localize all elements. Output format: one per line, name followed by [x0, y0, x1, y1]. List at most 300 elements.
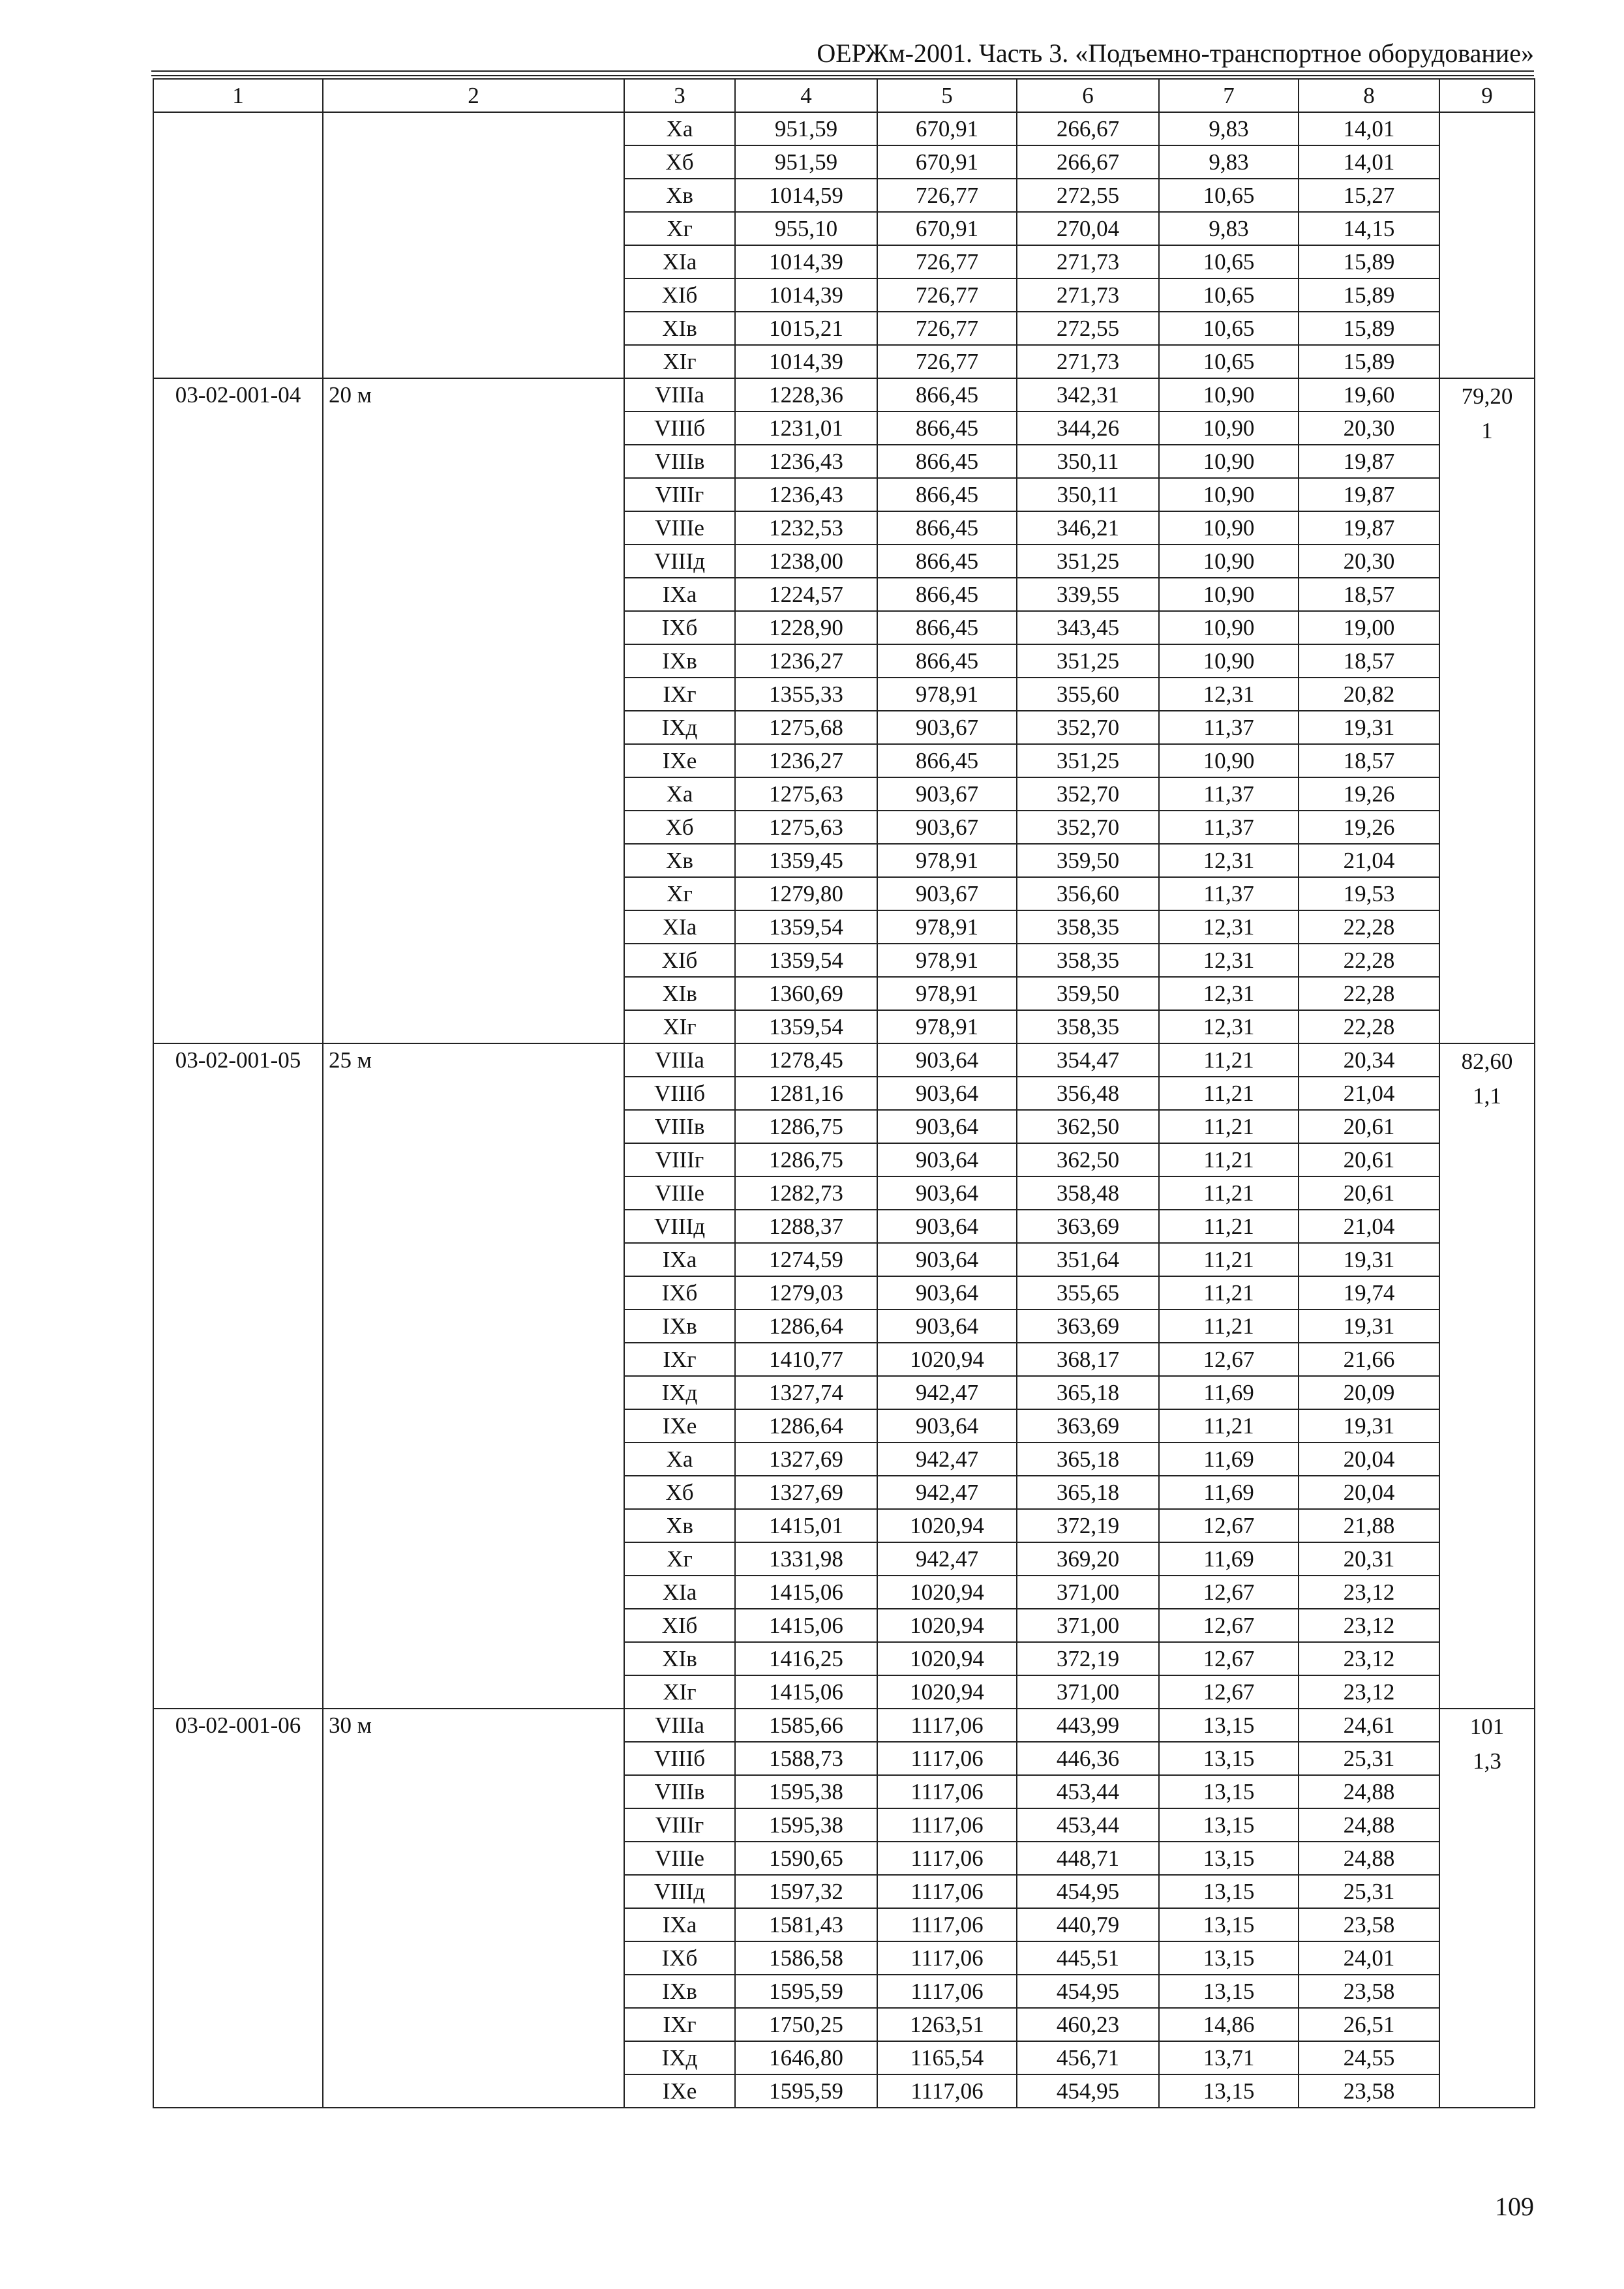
machine-cost-cell: 271,73: [1017, 278, 1159, 312]
total-cost-cell: 1327,69: [735, 1443, 877, 1476]
total-cost-cell: 955,10: [735, 212, 877, 245]
materials-cell: 26,51: [1299, 2008, 1439, 2041]
total-cost-cell: 1228,90: [735, 611, 877, 644]
labor-cell: 10,90: [1159, 378, 1299, 411]
materials-cell: 20,61: [1299, 1110, 1439, 1143]
span-length-cell: 30 м: [323, 1709, 624, 2108]
type-cell: VIIIa: [624, 1043, 735, 1077]
materials-cell: 23,58: [1299, 1975, 1439, 2008]
materials-cell: 24,55: [1299, 2041, 1439, 2074]
materials-cell: 24,61: [1299, 1709, 1439, 1742]
total-cost-cell: 1238,00: [735, 545, 877, 578]
machine-cost-cell: 371,00: [1017, 1609, 1159, 1642]
type-cell: Xб: [624, 145, 735, 179]
column-number: 5: [877, 79, 1017, 112]
labor-cell: 12,67: [1159, 1343, 1299, 1376]
machine-cost-cell: 272,55: [1017, 312, 1159, 345]
column-number: 1: [153, 79, 323, 112]
labor-cell: 13,15: [1159, 1875, 1299, 1908]
column-9-value: 79,20: [1461, 383, 1513, 409]
materials-cell: 18,57: [1299, 578, 1439, 611]
type-cell: XIг: [624, 1675, 735, 1709]
type-cell: VIIIe: [624, 511, 735, 545]
labor-cell: 11,21: [1159, 1409, 1299, 1443]
total-cost-cell: 1595,59: [735, 1975, 877, 2008]
machine-cost-cell: 445,51: [1017, 1941, 1159, 1975]
machine-cost-cell: 362,50: [1017, 1143, 1159, 1176]
wage-cell: 1117,06: [877, 1709, 1017, 1742]
total-cost-cell: 1595,59: [735, 2074, 877, 2108]
type-cell: XIб: [624, 1609, 735, 1642]
column-9-value: 101: [1469, 1714, 1505, 1739]
materials-cell: 20,09: [1299, 1376, 1439, 1409]
machine-cost-cell: 453,44: [1017, 1775, 1159, 1808]
wage-cell: 903,64: [877, 1143, 1017, 1176]
column-9-value: 82,60: [1461, 1049, 1513, 1074]
machine-cost-cell: 362,50: [1017, 1110, 1159, 1143]
type-cell: VIIIд: [624, 1210, 735, 1243]
total-cost-cell: 1279,80: [735, 877, 877, 910]
materials-cell: 19,31: [1299, 1243, 1439, 1276]
machine-cost-cell: 363,69: [1017, 1309, 1159, 1343]
labor-cell: 12,67: [1159, 1576, 1299, 1609]
materials-cell: 14,01: [1299, 145, 1439, 179]
wage-cell: 866,45: [877, 378, 1017, 411]
total-cost-cell: 1359,54: [735, 910, 877, 944]
machine-cost-cell: 352,70: [1017, 811, 1159, 844]
materials-cell: 18,57: [1299, 644, 1439, 678]
labor-cell: 11,21: [1159, 1043, 1299, 1077]
type-cell: Xг: [624, 877, 735, 910]
column-number-row: [153, 79, 1535, 112]
type-cell: VIIIг: [624, 1808, 735, 1842]
wage-cell: 866,45: [877, 744, 1017, 777]
total-cost-cell: 1281,16: [735, 1077, 877, 1110]
wage-cell: 726,77: [877, 179, 1017, 212]
type-cell: VIIIб: [624, 1742, 735, 1775]
total-cost-cell: 1360,69: [735, 977, 877, 1010]
wage-cell: 670,91: [877, 212, 1017, 245]
materials-cell: 20,30: [1299, 545, 1439, 578]
labor-cell: 10,90: [1159, 644, 1299, 678]
materials-cell: 20,61: [1299, 1176, 1439, 1210]
machine-cost-cell: 339,55: [1017, 578, 1159, 611]
materials-cell: 23,12: [1299, 1609, 1439, 1642]
total-cost-cell: 1588,73: [735, 1742, 877, 1775]
labor-cell: 13,15: [1159, 1975, 1299, 2008]
total-cost-cell: 1595,38: [735, 1775, 877, 1808]
materials-cell: 23,58: [1299, 1908, 1439, 1941]
labor-cell: 12,31: [1159, 910, 1299, 944]
total-cost-cell: 1236,43: [735, 445, 877, 478]
materials-cell: 20,30: [1299, 411, 1439, 445]
type-cell: VIIIa: [624, 378, 735, 411]
wage-cell: 903,64: [877, 1210, 1017, 1243]
type-cell: IXг: [624, 678, 735, 711]
labor-cell: 11,21: [1159, 1243, 1299, 1276]
type-cell: XIa: [624, 1576, 735, 1609]
materials-cell: 15,89: [1299, 245, 1439, 278]
labor-cell: 12,67: [1159, 1675, 1299, 1709]
labor-cell: 11,21: [1159, 1077, 1299, 1110]
machine-cost-cell: 359,50: [1017, 977, 1159, 1010]
type-cell: Xв: [624, 179, 735, 212]
materials-cell: 15,89: [1299, 278, 1439, 312]
type-cell: VIIIe: [624, 1842, 735, 1875]
wage-cell: 978,91: [877, 910, 1017, 944]
page-header-title: ОЕРЖм-2001. Часть 3. «Подъемно-транспортное оборудование»: [817, 38, 1534, 68]
machine-cost-cell: 448,71: [1017, 1842, 1159, 1875]
materials-cell: 19,31: [1299, 1409, 1439, 1443]
type-cell: IXв: [624, 1309, 735, 1343]
labor-cell: 11,69: [1159, 1376, 1299, 1409]
labor-cell: 12,31: [1159, 944, 1299, 977]
machine-cost-cell: 365,18: [1017, 1443, 1159, 1476]
materials-cell: 24,88: [1299, 1808, 1439, 1842]
materials-cell: 23,12: [1299, 1576, 1439, 1609]
labor-cell: 10,65: [1159, 278, 1299, 312]
wage-cell: 903,67: [877, 811, 1017, 844]
table-row: [153, 378, 1535, 411]
total-cost-cell: 1275,63: [735, 811, 877, 844]
machine-cost-cell: 356,48: [1017, 1077, 1159, 1110]
wage-cell: 726,77: [877, 278, 1017, 312]
span-length-cell: 25 м: [323, 1043, 624, 1709]
type-cell: Xг: [624, 1542, 735, 1576]
type-cell: Xб: [624, 811, 735, 844]
total-cost-cell: 1327,74: [735, 1376, 877, 1409]
type-cell: IXг: [624, 2008, 735, 2041]
wage-cell: 866,45: [877, 478, 1017, 511]
materials-cell: 22,28: [1299, 1010, 1439, 1043]
type-cell: IXa: [624, 1243, 735, 1276]
type-cell: VIIIг: [624, 478, 735, 511]
machine-cost-cell: 369,20: [1017, 1542, 1159, 1576]
total-cost-cell: 1288,37: [735, 1210, 877, 1243]
materials-cell: 22,28: [1299, 944, 1439, 977]
rate-code-cell: 03-02-001-06: [153, 1709, 323, 2108]
page-number: 109: [1495, 2192, 1534, 2221]
wage-cell: 942,47: [877, 1376, 1017, 1409]
machine-cost-cell: 443,99: [1017, 1709, 1159, 1742]
total-cost-cell: 1236,27: [735, 744, 877, 777]
labor-cell: 12,67: [1159, 1609, 1299, 1642]
wage-cell: 942,47: [877, 1542, 1017, 1576]
wage-cell: 978,91: [877, 944, 1017, 977]
labor-cell: 11,69: [1159, 1542, 1299, 1576]
labor-cell: 10,90: [1159, 445, 1299, 478]
labor-cell: 9,83: [1159, 112, 1299, 145]
type-cell: IXд: [624, 711, 735, 744]
type-cell: Xa: [624, 1443, 735, 1476]
machine-cost-cell: 453,44: [1017, 1808, 1159, 1842]
wage-cell: 670,91: [877, 145, 1017, 179]
column-9-cell: [1439, 1709, 1535, 2108]
wage-cell: 1117,06: [877, 1775, 1017, 1808]
total-cost-cell: 1590,65: [735, 1842, 877, 1875]
span-length-cell: [323, 112, 624, 378]
total-cost-cell: 1228,36: [735, 378, 877, 411]
type-cell: IXe: [624, 1409, 735, 1443]
wage-cell: 903,64: [877, 1276, 1017, 1309]
labor-cell: 10,65: [1159, 179, 1299, 212]
labor-cell: 11,69: [1159, 1476, 1299, 1509]
total-cost-cell: 1286,75: [735, 1110, 877, 1143]
machine-cost-cell: 454,95: [1017, 1975, 1159, 2008]
materials-cell: 24,88: [1299, 1775, 1439, 1808]
labor-cell: 10,90: [1159, 411, 1299, 445]
labor-cell: 12,67: [1159, 1509, 1299, 1542]
materials-cell: 19,31: [1299, 1309, 1439, 1343]
wage-cell: 978,91: [877, 678, 1017, 711]
machine-cost-cell: 271,73: [1017, 245, 1159, 278]
wage-cell: 903,67: [877, 877, 1017, 910]
total-cost-cell: 951,59: [735, 145, 877, 179]
wage-cell: 726,77: [877, 245, 1017, 278]
machine-cost-cell: 342,31: [1017, 378, 1159, 411]
labor-cell: 13,15: [1159, 1709, 1299, 1742]
type-cell: XIв: [624, 1642, 735, 1675]
wage-cell: 1117,06: [877, 1908, 1017, 1941]
machine-cost-cell: 363,69: [1017, 1409, 1159, 1443]
wage-cell: 903,64: [877, 1043, 1017, 1077]
materials-cell: 22,28: [1299, 977, 1439, 1010]
wage-cell: 978,91: [877, 1010, 1017, 1043]
total-cost-cell: 1236,27: [735, 644, 877, 678]
labor-cell: 10,90: [1159, 545, 1299, 578]
wage-cell: 903,64: [877, 1110, 1017, 1143]
machine-cost-cell: 270,04: [1017, 212, 1159, 245]
labor-cell: 9,83: [1159, 145, 1299, 179]
materials-cell: 19,60: [1299, 378, 1439, 411]
labor-cell: 9,83: [1159, 212, 1299, 245]
type-cell: IXг: [624, 1343, 735, 1376]
labor-cell: 11,37: [1159, 877, 1299, 910]
wage-cell: 1020,94: [877, 1609, 1017, 1642]
wage-cell: 903,64: [877, 1309, 1017, 1343]
total-cost-cell: 1415,06: [735, 1609, 877, 1642]
header-rule: [151, 70, 1534, 72]
machine-cost-cell: 346,21: [1017, 511, 1159, 545]
labor-cell: 12,31: [1159, 1010, 1299, 1043]
type-cell: XIг: [624, 345, 735, 378]
materials-cell: 21,66: [1299, 1343, 1439, 1376]
type-cell: XIв: [624, 312, 735, 345]
column-9-cell: [1439, 1043, 1535, 1709]
type-cell: VIIIб: [624, 411, 735, 445]
labor-cell: 14,86: [1159, 2008, 1299, 2041]
rates-table: [153, 78, 1535, 2108]
wage-cell: 942,47: [877, 1476, 1017, 1509]
materials-cell: 19,26: [1299, 811, 1439, 844]
total-cost-cell: 1585,66: [735, 1709, 877, 1742]
total-cost-cell: 1286,64: [735, 1309, 877, 1343]
total-cost-cell: 1232,53: [735, 511, 877, 545]
labor-cell: 10,90: [1159, 511, 1299, 545]
total-cost-cell: 1224,57: [735, 578, 877, 611]
table-row: [153, 1709, 1535, 1742]
materials-cell: 20,82: [1299, 678, 1439, 711]
type-cell: Xa: [624, 112, 735, 145]
materials-cell: 21,04: [1299, 1210, 1439, 1243]
total-cost-cell: 1327,69: [735, 1476, 877, 1509]
labor-cell: 10,90: [1159, 478, 1299, 511]
materials-cell: 19,87: [1299, 478, 1439, 511]
type-cell: VIIIг: [624, 1143, 735, 1176]
column-9-cell: [1439, 378, 1535, 1043]
type-cell: Xв: [624, 1509, 735, 1542]
total-cost-cell: 1286,75: [735, 1143, 877, 1176]
type-cell: XIa: [624, 910, 735, 944]
total-cost-cell: 1286,64: [735, 1409, 877, 1443]
labor-cell: 13,15: [1159, 1908, 1299, 1941]
labor-cell: 11,37: [1159, 711, 1299, 744]
labor-cell: 13,15: [1159, 2074, 1299, 2108]
wage-cell: 866,45: [877, 578, 1017, 611]
machine-cost-cell: 266,67: [1017, 112, 1159, 145]
machine-cost-cell: 351,25: [1017, 744, 1159, 777]
total-cost-cell: 1595,38: [735, 1808, 877, 1842]
column-number: 8: [1299, 79, 1439, 112]
machine-cost-cell: 344,26: [1017, 411, 1159, 445]
column-9-value: 1,1: [1473, 1083, 1501, 1109]
total-cost-cell: 1359,54: [735, 944, 877, 977]
total-cost-cell: 1275,63: [735, 777, 877, 811]
wage-cell: 903,64: [877, 1409, 1017, 1443]
type-cell: IXв: [624, 644, 735, 678]
wage-cell: 1165,54: [877, 2041, 1017, 2074]
machine-cost-cell: 359,50: [1017, 844, 1159, 877]
materials-cell: 14,15: [1299, 212, 1439, 245]
total-cost-cell: 1416,25: [735, 1642, 877, 1675]
machine-cost-cell: 358,35: [1017, 1010, 1159, 1043]
materials-cell: 19,00: [1299, 611, 1439, 644]
labor-cell: 11,21: [1159, 1176, 1299, 1210]
wage-cell: 726,77: [877, 345, 1017, 378]
rate-code-cell: 03-02-001-05: [153, 1043, 323, 1709]
type-cell: IXб: [624, 1941, 735, 1975]
machine-cost-cell: 460,23: [1017, 2008, 1159, 2041]
wage-cell: 1020,94: [877, 1576, 1017, 1609]
machine-cost-cell: 351,25: [1017, 545, 1159, 578]
materials-cell: 21,04: [1299, 844, 1439, 877]
materials-cell: 25,31: [1299, 1875, 1439, 1908]
materials-cell: 20,34: [1299, 1043, 1439, 1077]
machine-cost-cell: 356,60: [1017, 877, 1159, 910]
machine-cost-cell: 372,19: [1017, 1642, 1159, 1675]
total-cost-cell: 1581,43: [735, 1908, 877, 1941]
type-cell: XIa: [624, 245, 735, 278]
wage-cell: 866,45: [877, 644, 1017, 678]
total-cost-cell: 1597,32: [735, 1875, 877, 1908]
total-cost-cell: 1282,73: [735, 1176, 877, 1210]
machine-cost-cell: 355,65: [1017, 1276, 1159, 1309]
column-9-cell: [1439, 112, 1535, 378]
labor-cell: 11,37: [1159, 811, 1299, 844]
labor-cell: 10,65: [1159, 312, 1299, 345]
machine-cost-cell: 372,19: [1017, 1509, 1159, 1542]
type-cell: VIIIб: [624, 1077, 735, 1110]
type-cell: VIIIв: [624, 1110, 735, 1143]
span-length-cell: 20 м: [323, 378, 624, 1043]
type-cell: VIIIa: [624, 1709, 735, 1742]
machine-cost-cell: 272,55: [1017, 179, 1159, 212]
rate-code-cell: [153, 112, 323, 378]
type-cell: XIб: [624, 944, 735, 977]
type-cell: VIIIв: [624, 445, 735, 478]
wage-cell: 903,67: [877, 777, 1017, 811]
type-cell: IXд: [624, 1376, 735, 1409]
materials-cell: 15,27: [1299, 179, 1439, 212]
wage-cell: 903,67: [877, 711, 1017, 744]
total-cost-cell: 1331,98: [735, 1542, 877, 1576]
labor-cell: 11,69: [1159, 1443, 1299, 1476]
type-cell: VIIIд: [624, 1875, 735, 1908]
type-cell: IXд: [624, 2041, 735, 2074]
machine-cost-cell: 354,47: [1017, 1043, 1159, 1077]
materials-cell: 22,28: [1299, 910, 1439, 944]
wage-cell: 1117,06: [877, 1742, 1017, 1775]
wage-cell: 1020,94: [877, 1675, 1017, 1709]
labor-cell: 13,71: [1159, 2041, 1299, 2074]
header-rule-secondary: [151, 75, 1534, 76]
machine-cost-cell: 351,25: [1017, 644, 1159, 678]
total-cost-cell: 1415,06: [735, 1576, 877, 1609]
materials-cell: 24,88: [1299, 1842, 1439, 1875]
table-row: [153, 112, 1535, 145]
column-number: 3: [624, 79, 735, 112]
total-cost-cell: 1415,01: [735, 1509, 877, 1542]
materials-cell: 24,01: [1299, 1941, 1439, 1975]
labor-cell: 10,65: [1159, 345, 1299, 378]
materials-cell: 20,61: [1299, 1143, 1439, 1176]
machine-cost-cell: 456,71: [1017, 2041, 1159, 2074]
labor-cell: 11,21: [1159, 1143, 1299, 1176]
machine-cost-cell: 446,36: [1017, 1742, 1159, 1775]
wage-cell: 903,64: [877, 1176, 1017, 1210]
table-body: [153, 112, 1535, 2108]
wage-cell: 978,91: [877, 977, 1017, 1010]
machine-cost-cell: 365,18: [1017, 1476, 1159, 1509]
type-cell: XIб: [624, 278, 735, 312]
machine-cost-cell: 352,70: [1017, 777, 1159, 811]
total-cost-cell: 1231,01: [735, 411, 877, 445]
labor-cell: 12,31: [1159, 844, 1299, 877]
total-cost-cell: 1750,25: [735, 2008, 877, 2041]
labor-cell: 10,90: [1159, 611, 1299, 644]
total-cost-cell: 1359,54: [735, 1010, 877, 1043]
column-number: 2: [323, 79, 624, 112]
type-cell: Xa: [624, 777, 735, 811]
machine-cost-cell: 351,64: [1017, 1243, 1159, 1276]
wage-cell: 726,77: [877, 312, 1017, 345]
labor-cell: 13,15: [1159, 1742, 1299, 1775]
materials-cell: 19,53: [1299, 877, 1439, 910]
type-cell: IXa: [624, 1908, 735, 1941]
machine-cost-cell: 358,48: [1017, 1176, 1159, 1210]
column-9-value: 1,3: [1473, 1748, 1501, 1774]
labor-cell: 10,65: [1159, 245, 1299, 278]
materials-cell: 20,04: [1299, 1476, 1439, 1509]
total-cost-cell: 951,59: [735, 112, 877, 145]
machine-cost-cell: 266,67: [1017, 145, 1159, 179]
labor-cell: 10,90: [1159, 578, 1299, 611]
total-cost-cell: 1355,33: [735, 678, 877, 711]
materials-cell: 19,74: [1299, 1276, 1439, 1309]
materials-cell: 20,31: [1299, 1542, 1439, 1576]
machine-cost-cell: 368,17: [1017, 1343, 1159, 1376]
wage-cell: 1117,06: [877, 1808, 1017, 1842]
